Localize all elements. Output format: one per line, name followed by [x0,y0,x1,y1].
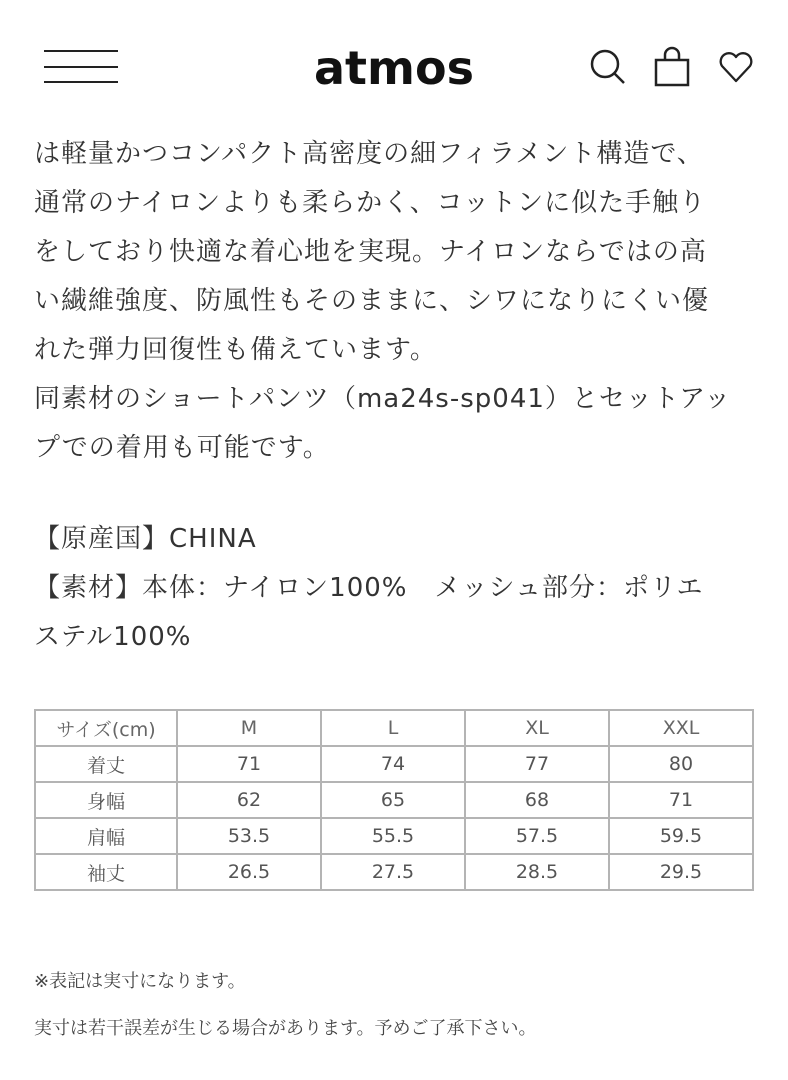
size-table [34,709,754,891]
table-cell: 71 [609,782,753,818]
table-cell: 55.5 [321,818,465,854]
description-line: 通常のナイロンよりも柔らかく、コットンに似た手触り [34,188,707,218]
table-header-cell: L [321,710,465,746]
table-cell: 74 [321,746,465,782]
bag-icon[interactable] [652,45,692,89]
description-line: れた弾力回復性も備えています。 [34,335,437,365]
material-line: 【素材】本体：ナイロン100% メッシュ部分：ポリエ [34,573,704,603]
table-cell: 29.5 [609,854,753,890]
table-cell: 71 [177,746,321,782]
table-row [35,854,753,890]
row-label: 袖丈 [35,854,177,890]
note-line: ※表記は実寸になります。 [34,971,246,992]
row-label: 身幅 [35,782,177,818]
table-header-row [35,710,753,746]
row-label: 着丈 [35,746,177,782]
description-line: 同素材のショートパンツ（ma24s-sp041）とセットアッ [34,384,732,414]
site-header [0,0,788,130]
product-spec [34,515,764,662]
table-header-cell: M [177,710,321,746]
table-row [35,782,753,818]
heart-icon[interactable] [716,45,756,89]
table-cell: 59.5 [609,818,753,854]
table-row [35,746,753,782]
search-icon[interactable] [588,45,628,89]
table-cell: 28.5 [465,854,609,890]
description-line: い繊維強度、防風性もそのままに、シワになりにくい優 [34,286,710,316]
origin-line: 【原産国】CHINA [34,524,257,554]
table-cell: 57.5 [465,818,609,854]
table-row [35,818,753,854]
note-line: 実寸は若干誤差が生じる場合があります。予めご了承下さい。 [34,1018,537,1039]
description-line: プでの着用も可能です。 [34,433,330,463]
table-header-cell: XXL [609,710,753,746]
table-header-cell: XL [465,710,609,746]
description-line: は軽量かつコンパクト高密度の細フィラメント構造で、 [34,139,704,169]
table-cell: 62 [177,782,321,818]
material-line: ステル100% [34,622,192,652]
table-cell: 77 [465,746,609,782]
table-header-cell: サイズ(cm) [35,710,177,746]
table-cell: 53.5 [177,818,321,854]
table-cell: 26.5 [177,854,321,890]
site-logo[interactable]: atmos [314,41,474,95]
table-cell: 27.5 [321,854,465,890]
description-line: をしており快適な着心地を実現。ナイロンならではの高 [34,237,707,267]
table-cell: 65 [321,782,465,818]
table-cell: 68 [465,782,609,818]
product-description [34,130,764,473]
row-label: 肩幅 [35,818,177,854]
size-notes [34,958,537,1052]
table-cell: 80 [609,746,753,782]
